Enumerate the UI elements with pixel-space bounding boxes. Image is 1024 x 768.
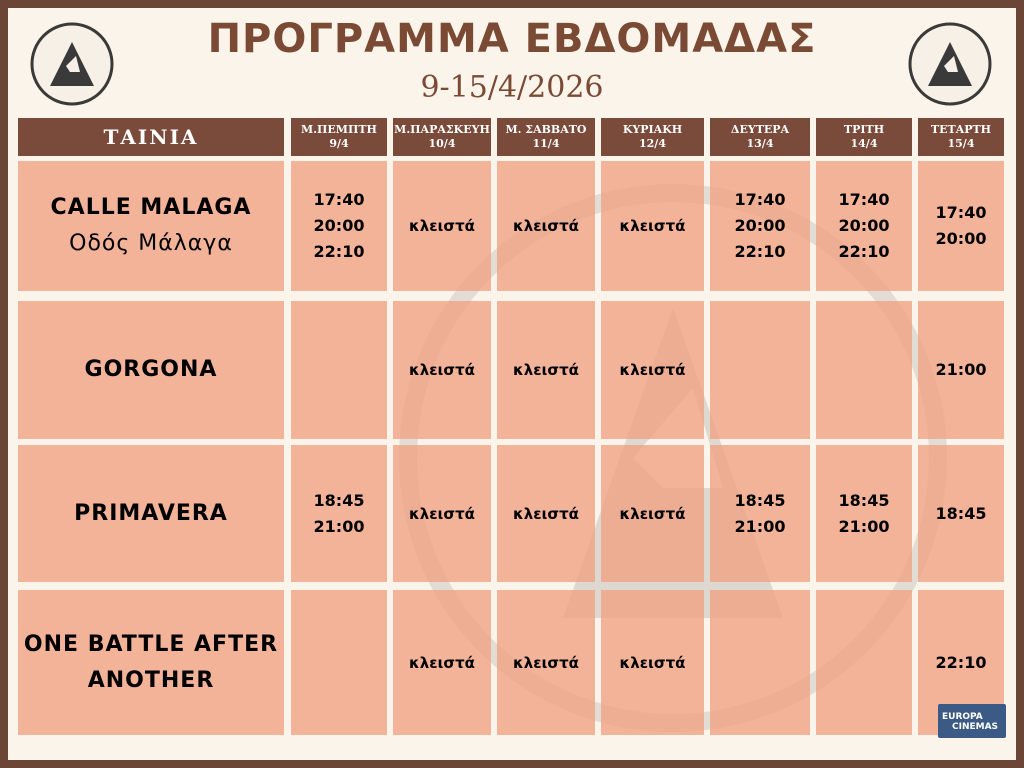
- page-title: ΠΡΟΓΡΑΜΜΑ ΕΒΔΟΜΑΔΑΣ: [207, 16, 817, 62]
- closed-label: κλειστά: [619, 653, 686, 672]
- showtime-cell: [601, 161, 704, 291]
- showtime: 22:10: [838, 242, 890, 261]
- column-header-day: [601, 118, 704, 156]
- day-date: 9/4: [329, 137, 349, 150]
- film-title: CALLE MALAGA: [50, 195, 252, 220]
- showtime-cell: [497, 590, 595, 735]
- showtime-cell: [816, 161, 912, 291]
- showtime-cell: [816, 445, 912, 582]
- showtime-cell: [291, 590, 387, 735]
- showtime: 18:45: [838, 490, 890, 510]
- showtime-cell: [601, 301, 704, 439]
- showtime: 22:10: [313, 242, 365, 261]
- showtime: 21:00: [935, 360, 987, 379]
- showtime-cell: [918, 445, 1004, 582]
- day-name: ΚΥΡΙΑΚΗ: [622, 123, 683, 136]
- closed-label: κλειστά: [619, 504, 686, 523]
- film-subtitle: Οδός Μάλαγα: [69, 231, 233, 256]
- film-title: GORGONA: [84, 357, 218, 382]
- showtime-cell: [393, 445, 491, 582]
- showtime: 20:00: [313, 216, 365, 235]
- column-header-day: [710, 118, 810, 156]
- day-date: 11/4: [532, 137, 560, 150]
- day-date: 14/4: [850, 137, 878, 150]
- column-header-day: [291, 118, 387, 156]
- showtime-cell: [816, 590, 912, 735]
- film-title: PRIMAVERA: [74, 500, 228, 526]
- showtime-cell: [710, 445, 810, 582]
- closed-label: κλειστά: [409, 504, 475, 523]
- showtime-cell: [710, 301, 810, 439]
- closed-label: κλειστά: [409, 361, 475, 379]
- closed-label: κλειστά: [619, 217, 686, 235]
- showtime: 21:00: [838, 516, 890, 536]
- showtime: 18:45: [734, 490, 786, 510]
- showtime-cell: [291, 161, 387, 291]
- day-name: Μ.ΠΕΜΠΤΗ: [301, 123, 377, 136]
- showtime-cell: [918, 301, 1004, 439]
- column-header-day: [816, 118, 912, 156]
- showtime-cell: [291, 445, 387, 582]
- closed-label: κλειστά: [409, 217, 475, 235]
- showtime: 17:40: [734, 190, 786, 209]
- film-title-cell: [18, 161, 284, 291]
- showtime-cell: [918, 161, 1004, 291]
- closed-label: κλειστά: [409, 653, 475, 672]
- showtime: 21:00: [313, 516, 365, 536]
- day-name: ΤΡΙΤΗ: [843, 123, 885, 136]
- schedule-poster: [8, 8, 1016, 760]
- showtime-cell: [497, 301, 595, 439]
- date-range: 9-15/4/2026: [420, 70, 604, 105]
- closed-label: κλειστά: [513, 217, 579, 235]
- showtime-cell: [393, 301, 491, 439]
- showtime-cell: [291, 301, 387, 439]
- column-header-day: [497, 118, 595, 156]
- showtime-cell: [710, 590, 810, 735]
- showtime: 17:40: [935, 203, 987, 222]
- showtime-cell: [710, 161, 810, 291]
- closed-label: κλειστά: [513, 361, 579, 379]
- showtime-cell: [393, 161, 491, 291]
- showtime: 17:40: [313, 190, 365, 209]
- showtime-cell: [393, 590, 491, 735]
- showtime: 20:00: [838, 216, 890, 235]
- showtime: 20:00: [935, 229, 987, 248]
- showtime-cell: [497, 445, 595, 582]
- showtime-cell: [601, 590, 704, 735]
- showtime: 21:00: [734, 516, 786, 536]
- day-name: ΤΕΤΑΡΤΗ: [930, 123, 992, 136]
- column-header-day: [393, 118, 491, 156]
- closed-label: κλειστά: [513, 653, 579, 672]
- showtime: 17:40: [838, 190, 890, 209]
- film-title-cell: [18, 445, 284, 582]
- day-date: 10/4: [428, 137, 456, 150]
- day-date: 13/4: [746, 137, 774, 150]
- column-header-film: ΤΑΙΝΙΑ: [18, 118, 284, 156]
- showtime: 20:00: [734, 216, 786, 235]
- showtime-cell: [497, 161, 595, 291]
- day-name: Μ. ΣΑΒΒΑΤΟ: [505, 123, 587, 136]
- showtime-cell: [816, 301, 912, 439]
- showtime: 22:10: [734, 242, 786, 261]
- day-name: Μ.ΠΑΡΑΣΚΕΥΗ: [394, 123, 490, 136]
- film-title: ONE BATTLE AFTER ANOTHER: [23, 631, 279, 693]
- partner-logo-text: CINEMAS: [952, 722, 999, 732]
- showtime: 22:10: [935, 652, 987, 672]
- europa-cinemas-logo: [938, 704, 1006, 738]
- day-date: 15/4: [947, 137, 975, 150]
- showtime-cell: [601, 445, 704, 582]
- day-date: 12/4: [639, 137, 666, 150]
- film-title-cell: [18, 301, 284, 439]
- partner-logo-text: EUROPA: [942, 712, 983, 722]
- film-title-cell: [18, 590, 284, 735]
- day-name: ΔΕΥΤΕΡΑ: [730, 123, 790, 136]
- showtime: 18:45: [313, 490, 365, 510]
- showtime: 18:45: [935, 503, 987, 523]
- closed-label: κλειστά: [619, 361, 686, 379]
- closed-label: κλειστά: [513, 504, 579, 523]
- column-header-day: [918, 118, 1004, 156]
